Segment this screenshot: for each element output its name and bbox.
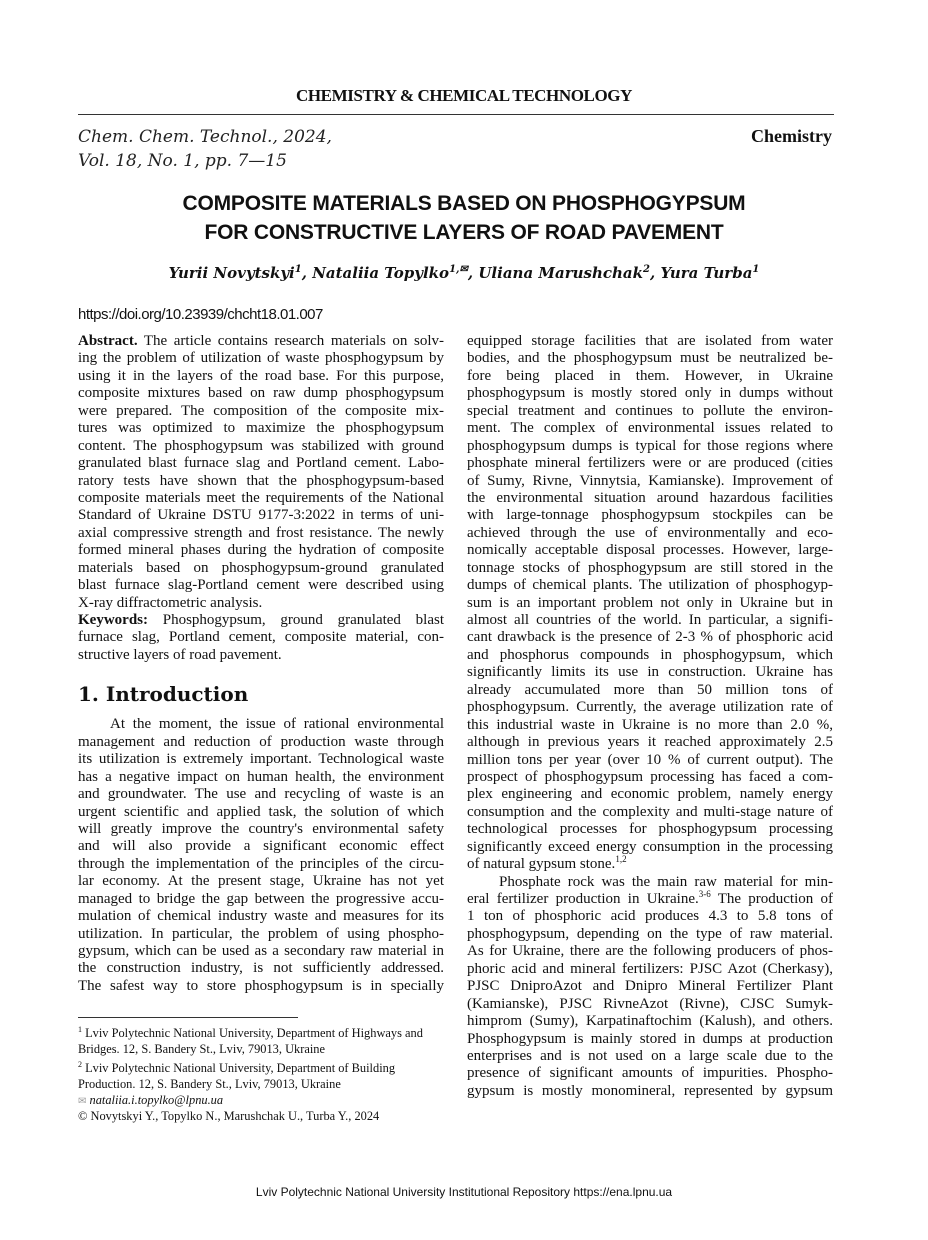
text-line [467, 350, 833, 367]
line-text: technological processes for phosphogypsum processing [467, 821, 833, 838]
text-line [467, 420, 833, 437]
line-text: prospect of phosphogypsum processing has faced a com- [467, 768, 833, 785]
text-line [467, 560, 833, 577]
line-text: Phosphogypsum, ground granulated blast [148, 612, 444, 628]
left-column [78, 333, 444, 995]
text-line [78, 873, 444, 890]
line-text: phosphogypsum is mostly stored only in dumps without [467, 385, 833, 402]
text-line [78, 403, 444, 420]
line-text: composite mixtures based on raw dump phosphogypsum [78, 385, 444, 402]
text-line [78, 333, 444, 350]
text-line [467, 647, 833, 664]
author-name: Yurii Novytskyi [168, 264, 295, 282]
section-heading-introduction: 1. Introduction [78, 682, 249, 707]
text-line [78, 368, 444, 385]
text-line [467, 769, 833, 786]
text-line [78, 769, 444, 786]
line-text: urgent scientific and applied task, the solution of which [78, 803, 444, 820]
paragraph [467, 333, 833, 874]
text-line [78, 455, 444, 472]
author-name: Yura Turba [660, 264, 753, 282]
line-text: and groundwater. The use and recycling of waste is an [78, 786, 444, 803]
keywords [78, 612, 444, 664]
line-text: content. The phosphogypsum was stabilized with ground [78, 437, 444, 454]
text-line [467, 891, 833, 908]
text-line [467, 455, 833, 472]
line-text: phosphogypsum. Currently, the average utilization rate of [467, 699, 833, 716]
line-text: PJSC DniproAzot and Dnipro Mineral Fertilizer Plant [467, 978, 833, 995]
line-text: gypsum is mostly monomineral, represented by gypsum [467, 1082, 833, 1099]
line-text: ratory tests have shown that the phosphogypsum-based [78, 472, 444, 489]
line-text: the construction industry, is not sufficiently addressed. [78, 960, 444, 977]
line-text: X-ray diffractometric analysis. [78, 594, 263, 611]
line-text: enterprises and is not used on a large scale due to the [467, 1047, 833, 1064]
right-column [467, 333, 833, 1100]
footnote-2 [78, 1057, 448, 1092]
corresponding-email [78, 1093, 448, 1110]
citation [78, 125, 332, 173]
line-text: consumption and the complexity and multi-stage nature of [467, 803, 833, 820]
doi-link[interactable]: https://doi.org/10.23939/chcht18.01.007 [78, 306, 323, 323]
citation-line-2: Vol. 18, No. 1, pp. 7—15 [78, 151, 287, 171]
copyright: © Novytskyi Y., Topylko N., Marushchak U., Turba Y., 2024 [78, 1109, 380, 1124]
line-text: blast furnace slag-Portland cement were described using [78, 577, 444, 594]
text-line [78, 385, 444, 402]
text-line [78, 507, 444, 524]
text-line [78, 560, 444, 577]
text-line [78, 647, 444, 664]
text-line [467, 490, 833, 507]
text-line [78, 786, 444, 803]
line-text: management and reduction of production waste through [78, 733, 444, 750]
text-line [467, 804, 833, 821]
line-text: furnace slag, Portland cement, composite material, con- [78, 629, 444, 646]
text-line [467, 1013, 833, 1030]
line-text: gypsum, which can be used as a secondary raw material in [78, 943, 444, 959]
line-text: were prepared. The composition of the composite mix- [78, 402, 444, 419]
text-line [78, 734, 444, 751]
text-line [78, 926, 444, 943]
text-line [78, 577, 444, 594]
line-text: bodies, and the phosphogypsum must be neutralized be- [467, 350, 833, 367]
text-line [467, 542, 833, 559]
text-line [78, 542, 444, 559]
footnote-text: Lviv Polytechnic National University, Department of Highways and Bridges. 12, S. Bandery St., Lviv, 79013, Ukraine [78, 1026, 423, 1056]
author-name: Uliana Marushchak [478, 264, 644, 282]
text-line [467, 717, 833, 734]
line-text: its utilization is extremely important. Technological waste [78, 751, 444, 768]
text-line [78, 960, 444, 977]
line-text: materials based on phosphogypsum-ground granulated [78, 559, 444, 576]
text-line [467, 961, 833, 978]
text-line [467, 699, 833, 716]
text-line [78, 838, 444, 855]
line-text: through the implementation of the principles of the circu- [78, 855, 444, 872]
citation-ref: 1,2 [615, 854, 627, 865]
title-line-2: FOR CONSTRUCTIVE LAYERS OF ROAD PAVEMENT [204, 221, 724, 244]
line-text: mulation of chemical industry waste and measures for its [78, 908, 444, 925]
line-text: (Kamianske), PJSC RivneAzot (Rivne), CJSC Sumyk- [467, 995, 833, 1012]
line-text: sum is an important problem not only in Ukraine but in [467, 594, 833, 611]
text-line [78, 856, 444, 873]
line-text: At the moment, the issue of rational environmental [110, 716, 444, 733]
line-text: and phosphorus compounds in phosphogypsum, which [467, 646, 833, 663]
text-line [78, 943, 444, 960]
line-text: axial compressive strength and frost resistance. The newly [78, 524, 444, 541]
line-text: The article contains research materials on solv- [137, 333, 444, 349]
line-text: using it in the layers of the road base. For this purpose, [78, 367, 444, 384]
text-line [467, 507, 833, 524]
text-line [467, 908, 833, 925]
line-text: of Sumy, Rivne, Vinnytsia, Kamianske). Improvement of [467, 472, 833, 489]
footnote-divider [78, 1017, 298, 1018]
text-line [467, 682, 833, 699]
line-text: tures was optimized to maximize the phosphogypsum [78, 420, 444, 437]
journal-header: CHEMISTRY & CHEMICAL TECHNOLOGY [295, 86, 633, 105]
label: Keywords: [78, 612, 148, 628]
text-line [78, 420, 444, 437]
line-text: lar economy. At the present stage, Ukraine has not yet [78, 873, 444, 890]
text-line [467, 385, 833, 402]
text-line [467, 734, 833, 751]
footnotes [78, 1022, 448, 1125]
line-text: phosphate mineral fertilizers were or are produced (cities [467, 455, 833, 472]
text-line [467, 664, 833, 681]
text-line [78, 891, 444, 908]
line-text: eral fertilizer production in Ukraine. [467, 891, 699, 907]
line-text: equipped storage facilities that are isolated from water [467, 333, 833, 349]
text-line [467, 978, 833, 995]
author-affiliation: 1,✉ [449, 264, 468, 275]
text-line [78, 595, 444, 612]
text-line [467, 1048, 833, 1065]
line-text: structive layers of road pavement. [78, 646, 282, 663]
text-line [467, 926, 833, 943]
line-text: granulated blast furnace slag and Portland cement. Labo- [78, 455, 444, 472]
line-text: ing the problem of utilization of waste phosphogypsum by [78, 350, 444, 367]
line-text: plex engineering and economic problem, namely energy [467, 786, 833, 803]
text-line [78, 350, 444, 367]
line-text: with large-tonnage phosphogypsum stockpiles can be [467, 507, 833, 524]
title-line-1: COMPOSITE MATERIALS BASED ON PHOSPHOGYPSUM [182, 192, 746, 215]
line-text: has a negative impact on human health, the environment [78, 768, 444, 785]
footnote-marker: 1 [78, 1025, 82, 1034]
line-text: composite materials meet the requirements of the National [78, 489, 444, 506]
line-text: formed mineral phases during the hydration of composite [78, 542, 444, 559]
line-text: the environmental situation around hazardous facilities [467, 489, 833, 506]
author-affiliation: 1 [752, 264, 760, 275]
footnote-1 [78, 1022, 448, 1057]
line-text: himprom (Sumy), Karpatinaftochim (Kalush), and others. [467, 1013, 833, 1030]
author-affiliation: 2 [643, 264, 650, 275]
text-line [467, 839, 833, 856]
text-line [467, 996, 833, 1013]
text-line [78, 716, 444, 733]
text-line [467, 595, 833, 612]
line-text: tonnage stocks of phosphogypsum are still stored in the [467, 559, 833, 576]
text-line [467, 629, 833, 646]
text-line [467, 1083, 833, 1100]
repository-footer: Lviv Polytechnic National University Institutional Repository https://ena.lpnu.ua [255, 1185, 673, 1199]
line-text: Phosphate rock was the main raw material for min- [499, 873, 833, 890]
text-line [467, 1065, 833, 1082]
abstract [78, 333, 444, 612]
text-line [78, 473, 444, 490]
text-line [467, 525, 833, 542]
text-line [78, 978, 444, 995]
author-list: Yurii Novytskyi$^1$, Nataliia Topylko$^{1,✉}$, Uliana Marushchak$^2$, Yura Turba$^1$ [168, 264, 760, 282]
footnote-text: Lviv Polytechnic National University, Department of Building Production. 12, S. Bandery St., Lviv, 79013, Ukraine [78, 1061, 396, 1092]
text-line [467, 612, 833, 629]
section-label: Chemistry [751, 126, 832, 146]
line-text: phosphogypsum, depending on the type of raw material. [467, 925, 833, 942]
line-text: dumps of chemical plants. The utilization of phosphogyp- [467, 577, 833, 594]
text-line [467, 473, 833, 490]
text-line [78, 525, 444, 542]
line-text: this industrial waste in Ukraine is no more than 2.0 %, [467, 716, 833, 733]
line-text: phoric acid and mineral fertilizers: PJSC Azot (Cherkasy), [467, 960, 833, 977]
line-text: The production of [710, 891, 833, 907]
text-line [467, 821, 833, 838]
text-line [467, 943, 833, 960]
citation-ref: 3-6 [698, 889, 711, 899]
line-text: 1 ton of phosphoric acid produces 4.3 to 5.8 tons of [467, 908, 833, 925]
text-line [467, 856, 833, 873]
line-text: will greatly improve the country's environmental safety [78, 820, 444, 837]
text-line [467, 786, 833, 803]
author-affiliation: 1 [294, 264, 302, 275]
text-line [467, 368, 833, 385]
citation-line-1: Chem. Chem. Technol., 2024, [78, 127, 332, 147]
text-line [78, 821, 444, 838]
line-text: special treatment and continues to pollute the environ- [467, 402, 833, 419]
line-text: million tons per year (over 10 % of current output). The [467, 751, 833, 768]
author-name: Nataliia Topylko [312, 264, 450, 282]
text-line [467, 1031, 833, 1048]
text-line [467, 333, 833, 350]
paragraph [467, 874, 833, 1101]
footnote-marker: 2 [78, 1060, 82, 1070]
line-text: managed to bridge the gap between the progressive accu- [78, 890, 444, 907]
text-line [78, 612, 444, 629]
header-divider [78, 114, 834, 115]
text-line [467, 752, 833, 769]
text-line [78, 751, 444, 768]
label: Abstract. [78, 333, 138, 349]
text-line [78, 490, 444, 507]
line-text: of natural gypsum stone. [467, 856, 616, 873]
text-line [467, 403, 833, 420]
line-text: significantly exceed energy consumption in the processing [467, 838, 833, 855]
line-text: achieved through the use of environmentally and eco- [467, 524, 833, 541]
line-text: Phosphogypsum is mainly stored in dumps at production [467, 1030, 833, 1047]
text-line [467, 874, 833, 891]
article-title [0, 189, 928, 247]
line-text: and will also provide a significant economic effect [78, 838, 444, 855]
intro-paragraph [78, 716, 444, 995]
line-text: The safest way to store phosphogypsum is in specially [78, 977, 444, 994]
line-text: although in previous years it reached approximately 2.5 [467, 734, 833, 751]
text-line [78, 908, 444, 925]
line-text: fore being placed in them. However, in Ukraine [467, 367, 833, 384]
line-text: presence of significant amounts of impurities. Phospho- [467, 1065, 833, 1082]
text-line [78, 629, 444, 646]
line-text: As for Ukraine, there are the following producers of phos- [467, 943, 833, 960]
text-line [78, 438, 444, 455]
text-line [467, 577, 833, 594]
line-text: utilization. In particular, the problem of using phospho- [78, 925, 444, 942]
line-text: Standard of Ukraine DSTU 9177-3:2022 in terms of uni- [78, 507, 444, 524]
text-line [467, 438, 833, 455]
envelope-icon: ✉ [78, 1095, 87, 1107]
line-text: almost all countries of the world. In particular, a signifi- [467, 612, 833, 628]
line-text: significantly limits its use in construction. Ukraine has [467, 664, 833, 681]
line-text: already accumulated more than 50 million tons of [467, 681, 833, 698]
line-text: cant drawback is the presence of 2-3 % of phosphoric acid [467, 629, 833, 646]
line-text: phosphogypsum dumps is typical for those regions where [467, 437, 833, 454]
text-line [78, 804, 444, 821]
line-text: ment. The complex of environmental issues related to [467, 420, 833, 437]
email-link[interactable]: nataliia.i.topylko@lpnu.ua [89, 1092, 224, 1107]
line-text: nomically acceptable disposal processes. However, large- [467, 542, 833, 559]
